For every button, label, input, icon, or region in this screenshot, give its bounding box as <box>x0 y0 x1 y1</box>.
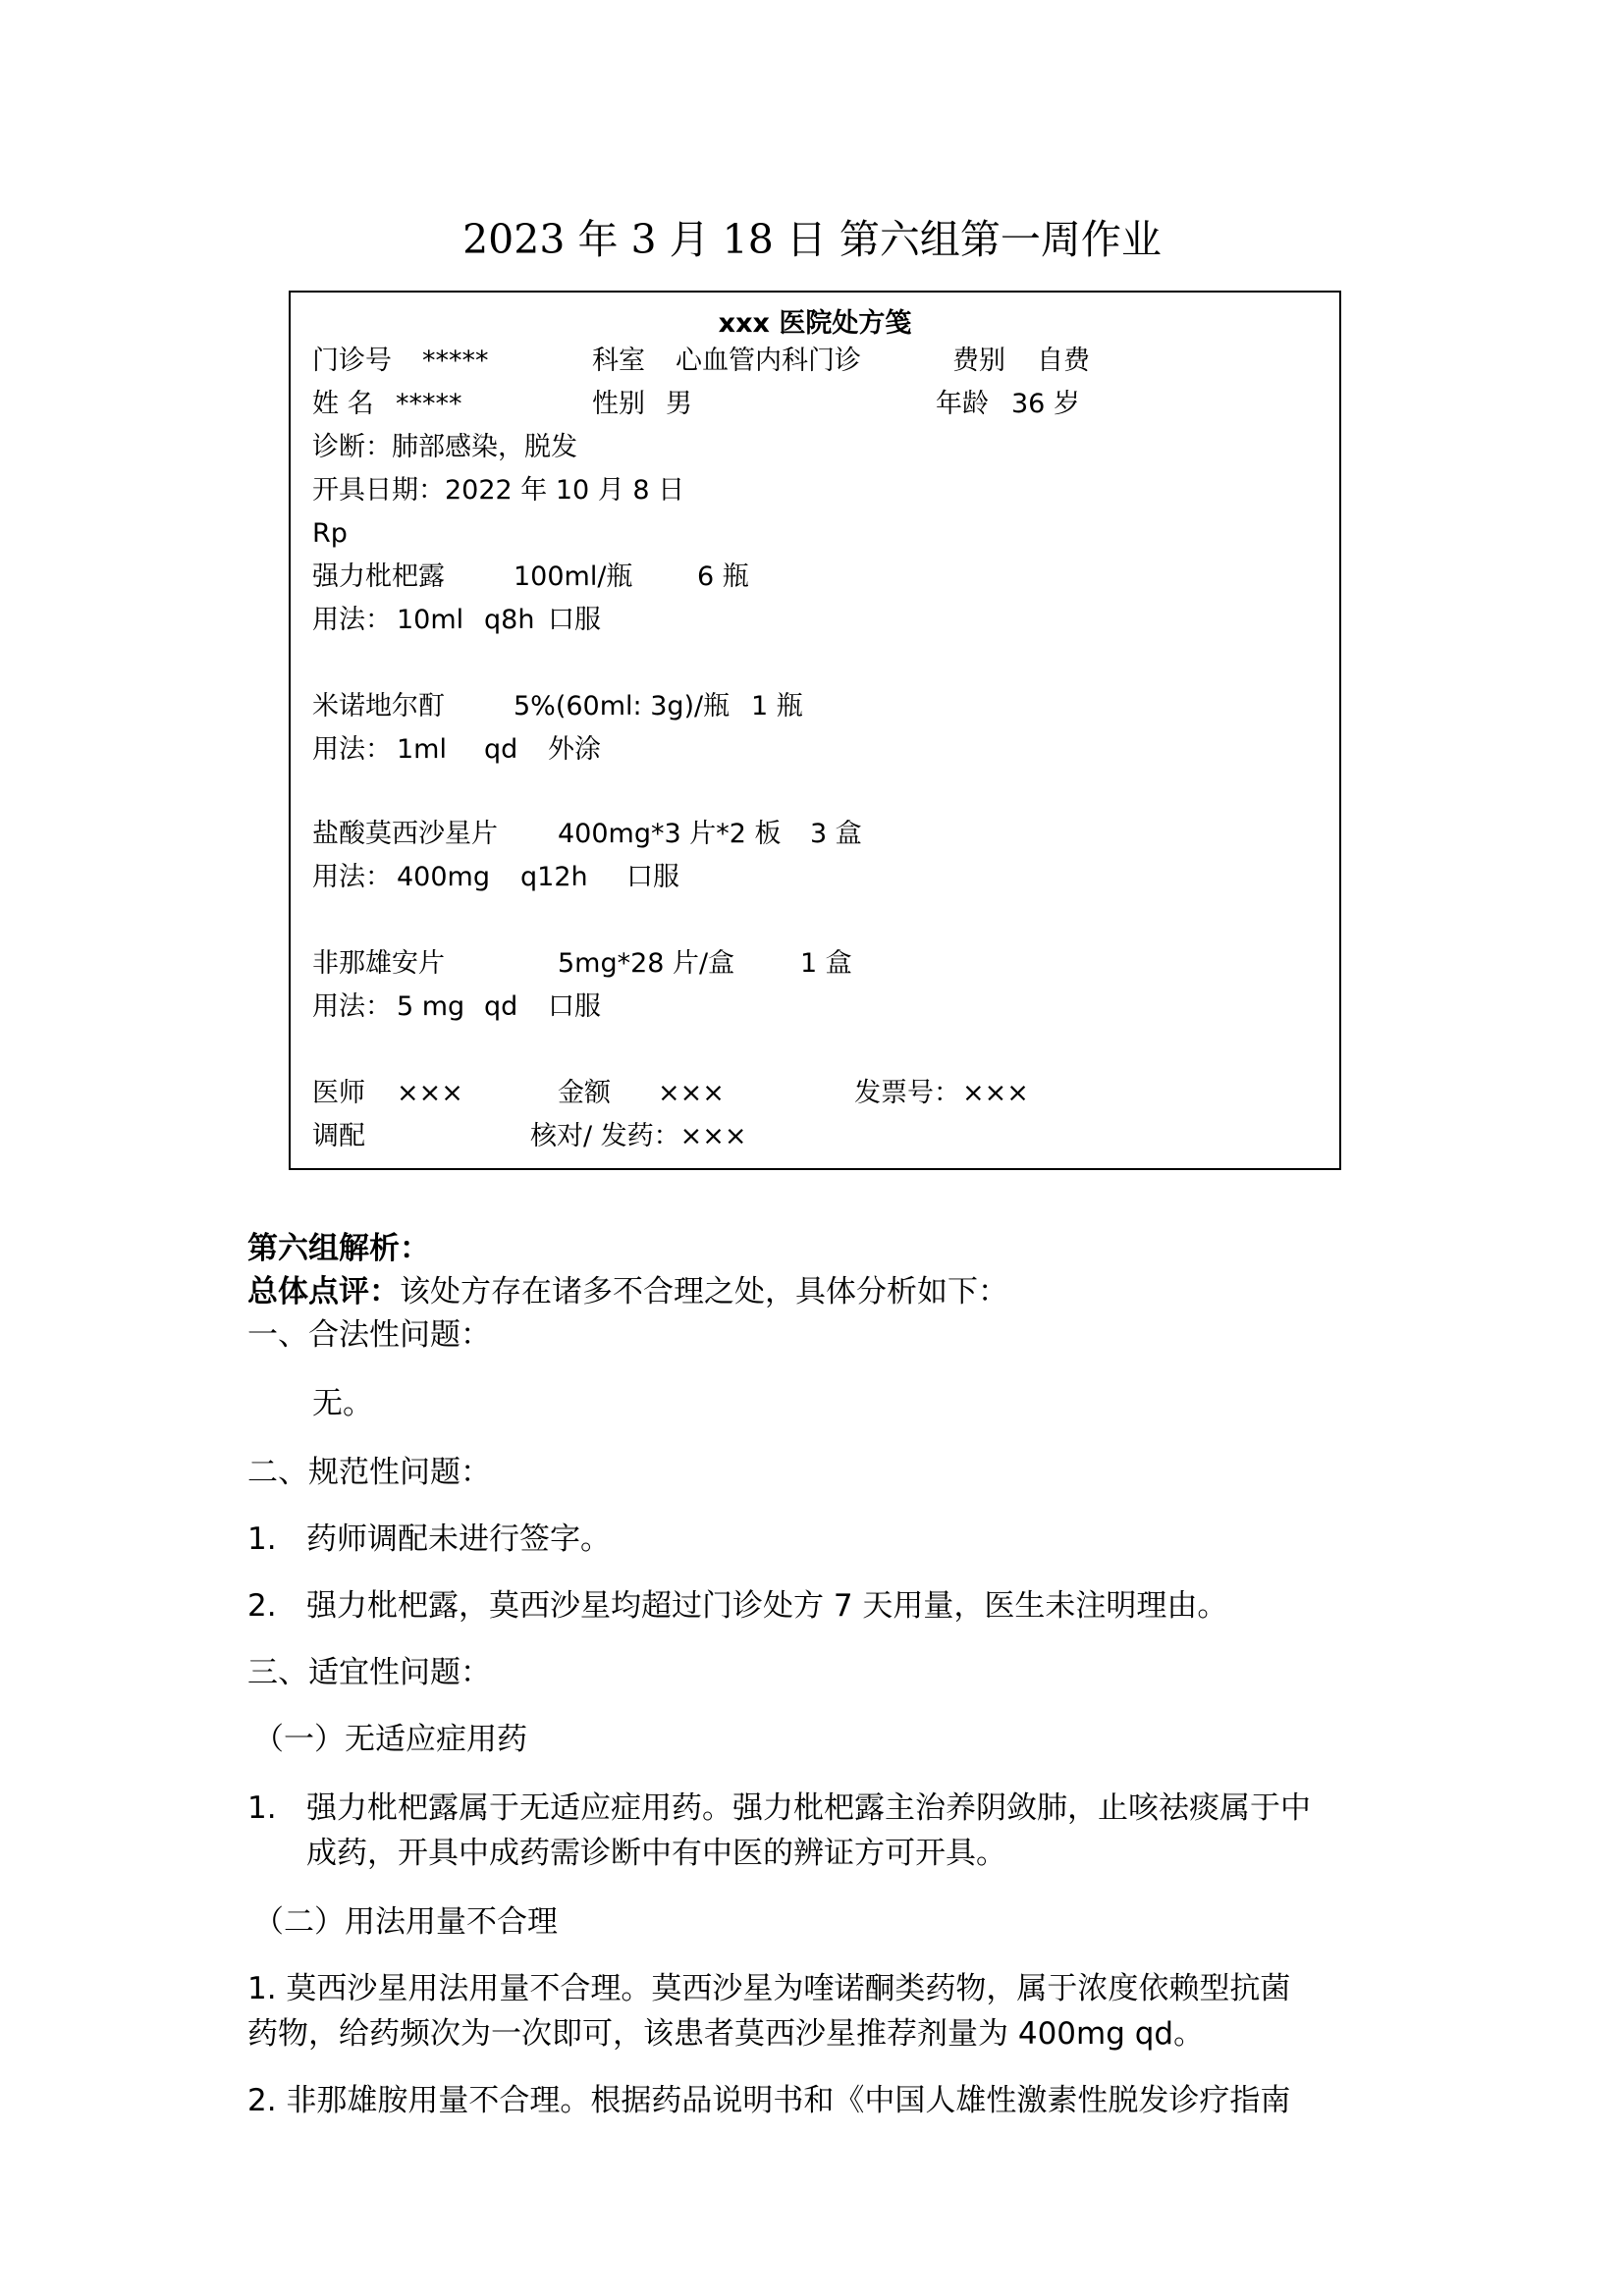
usage-route: 口服 <box>548 605 601 635</box>
list-item <box>247 1518 1391 1561</box>
usage-label: 用法： <box>312 734 392 765</box>
list-number: 1. <box>247 1790 277 1826</box>
fee-value: 自费 <box>1037 346 1090 376</box>
list-text: 强力枇杷露，莫西沙星均超过门诊处方 7 天用量，医生未注明理由。 <box>306 1588 1228 1624</box>
drug-usage-row <box>312 988 1320 1027</box>
sex-value: 男 <box>666 389 692 419</box>
drug-spec: 5mg*28 片/盒 <box>558 948 735 979</box>
prescription-header-row-1 <box>312 342 1320 381</box>
usage-frequency: qd <box>484 991 518 1022</box>
name-value: ***** <box>396 389 462 419</box>
outpatient-label: 门诊号 <box>312 346 392 376</box>
paragraph-line: 2. 非那雄胺用量不合理。根据药品说明书和《中国人雄性激素性脱发诊疗指南 <box>247 2083 1291 2118</box>
list-number: 2. <box>247 1588 277 1624</box>
usage-label: 用法： <box>312 991 392 1022</box>
doctor-value: ××× <box>397 1078 463 1108</box>
drug-name: 米诺地尔酊 <box>312 691 445 721</box>
list-item <box>247 1787 1391 1830</box>
section-title-legality: 一、合法性问题： <box>247 1317 491 1353</box>
prescription-form <box>289 291 1341 1170</box>
usage-label: 用法： <box>312 862 392 892</box>
drug-qty: 6 瓶 <box>697 561 749 592</box>
dispense-label: 调配 <box>312 1121 365 1151</box>
prescription-header-row-2 <box>312 385 1320 424</box>
section-title-standardization: 二、规范性问题： <box>247 1455 491 1490</box>
analysis-heading: 第六组解析： <box>247 1231 430 1266</box>
check-dispense-label: 核对/ 发药：××× <box>530 1121 747 1151</box>
usage-label: 用法： <box>312 605 392 635</box>
paragraph-line: 药物，给药频次为一次即可，该患者莫西沙星推荐剂量为 400mg qd。 <box>247 2016 1205 2052</box>
prescription-hospital-title: xxx 医院处方笺 <box>718 308 912 339</box>
sex-label: 性别 <box>592 389 645 419</box>
usage-frequency: q8h <box>484 605 535 635</box>
section-legality-text: 无。 <box>312 1386 373 1421</box>
dept-label: 科室 <box>592 346 645 376</box>
list-text: 强力枇杷露属于无适应症用药。强力枇杷露主治养阴敛肺，止咳祛痰属于中 <box>306 1790 1311 1826</box>
usage-dose: 1ml <box>397 734 447 765</box>
invoice-label: 发票号： <box>854 1078 960 1108</box>
drug-name: 强力枇杷露 <box>312 561 445 592</box>
usage-frequency: qd <box>484 734 518 765</box>
drug-usage-row <box>312 858 1320 897</box>
age-value: 36 岁 <box>1011 389 1080 419</box>
drug-spec: 100ml/瓶 <box>514 561 633 592</box>
usage-route: 口服 <box>626 862 679 892</box>
summary-label: 总体点评： <box>247 1274 400 1309</box>
drug-row <box>312 687 1320 726</box>
name-label: 姓 名 <box>312 389 374 419</box>
paragraph-line: 1. 莫西沙星用法用量不合理。莫西沙星为喹诺酮类药物，属于浓度依赖型抗菌 <box>247 1971 1291 2006</box>
subsection-title-no-indication: （一）无适应症用药 <box>253 1722 527 1757</box>
page-title: 2023 年 3 月 18 日 第六组第一周作业 <box>462 216 1162 263</box>
drug-name: 盐酸莫西沙星片 <box>312 819 498 849</box>
list-text: 药师调配未进行签字。 <box>306 1522 611 1557</box>
prescription-footer-row-2 <box>312 1117 1320 1156</box>
usage-route: 口服 <box>548 991 601 1022</box>
amount-label: 金额 <box>558 1078 611 1108</box>
fee-label: 费别 <box>952 346 1005 376</box>
drug-spec: 5%(60ml: 3g)/瓶 <box>514 691 731 721</box>
rp-symbol: Rp <box>312 518 348 549</box>
amount-value: ××× <box>658 1078 725 1108</box>
drug-usage-row <box>312 601 1320 640</box>
list-item <box>247 1584 1391 1628</box>
drug-qty: 3 盒 <box>810 819 862 849</box>
drug-row <box>312 944 1320 984</box>
dept-value: 心血管内科门诊 <box>676 346 861 376</box>
list-number: 1. <box>247 1522 277 1557</box>
invoice-value: ××× <box>962 1078 1029 1108</box>
section-title-appropriateness: 三、适宜性问题： <box>247 1655 491 1690</box>
age-label: 年龄 <box>936 389 989 419</box>
usage-dose: 400mg <box>397 862 490 892</box>
drug-row <box>312 815 1320 854</box>
prescription-footer-row-1 <box>312 1074 1320 1113</box>
drug-spec: 400mg*3 片*2 板 <box>558 819 782 849</box>
doctor-label: 医师 <box>312 1078 365 1108</box>
usage-frequency: q12h <box>520 862 588 892</box>
drug-qty: 1 盒 <box>800 948 852 979</box>
diagnosis-line: 诊断：肺部感染，脱发 <box>312 432 577 462</box>
summary-line <box>247 1270 1391 1313</box>
list-text-continuation: 成药，开具中成药需诊断中有中医的辨证方可开具。 <box>306 1836 1006 1871</box>
outpatient-value: ***** <box>422 346 489 376</box>
usage-dose: 5 mg <box>397 991 465 1022</box>
usage-dose: 10ml <box>397 605 464 635</box>
drug-row <box>312 558 1320 597</box>
drug-usage-row <box>312 730 1320 770</box>
summary-text: 该处方存在诸多不合理之处，具体分析如下： <box>400 1274 1008 1309</box>
drug-name: 非那雄安片 <box>312 948 445 979</box>
drug-qty: 1 瓶 <box>751 691 803 721</box>
issue-date-line: 开具日期：2022 年 10 月 8 日 <box>312 475 685 506</box>
usage-route: 外涂 <box>548 734 601 765</box>
subsection-title-dosage: （二）用法用量不合理 <box>253 1904 558 1940</box>
